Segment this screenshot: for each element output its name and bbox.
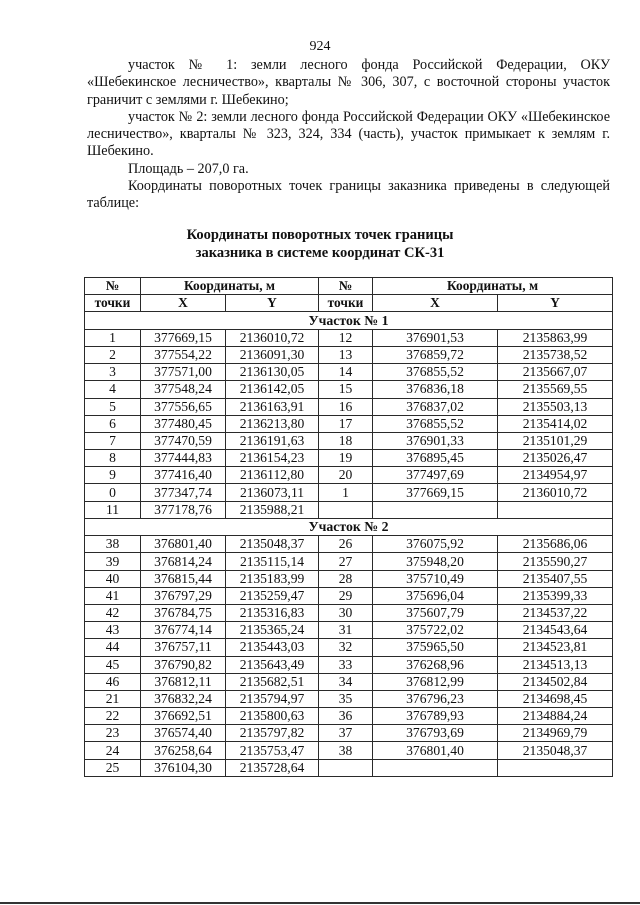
cell-x-left: 377347,74 [141,484,226,501]
table-caption [0,227,640,262]
cell-y-left: 2136163,91 [226,398,319,415]
cell-num-right: 35 [319,690,373,707]
cell-num-right: 18 [319,432,373,449]
table-row [85,364,613,381]
cell-x-left: 376574,40 [141,725,226,742]
cell-x-right [373,759,498,776]
cell-y-right: 2135569,55 [498,381,613,398]
cell-x-left: 376814,24 [141,553,226,570]
table-row [85,553,613,570]
table-row [85,329,613,346]
cell-y-left: 2135753,47 [226,742,319,759]
header-coords-right: Координаты, м [373,278,613,295]
cell-num-right: 27 [319,553,373,570]
cell-x-left: 376812,11 [141,673,226,690]
cell-y-right: 2135399,33 [498,587,613,604]
cell-y-left: 2135800,63 [226,708,319,725]
cell-x-left: 377178,76 [141,501,226,518]
cell-x-right: 376836,18 [373,381,498,398]
section-title: Участок № 2 [85,518,613,535]
cell-x-left: 377554,22 [141,346,226,363]
table-row [85,708,613,725]
table-row [85,467,613,484]
header-point-number-right: № [319,278,373,295]
cell-x-right: 375607,79 [373,604,498,621]
cell-num-left: 9 [85,467,141,484]
cell-y-right [498,759,613,776]
cell-x-left: 377556,65 [141,398,226,415]
cell-num-right [319,759,373,776]
cell-num-right: 37 [319,725,373,742]
cell-num-left: 45 [85,656,141,673]
cell-num-right: 17 [319,415,373,432]
cell-num-left: 39 [85,553,141,570]
cell-y-right: 2135667,07 [498,364,613,381]
cell-x-left: 377548,24 [141,381,226,398]
cell-y-left: 2135794,97 [226,690,319,707]
header-x-right: X [373,295,498,312]
cell-num-left: 2 [85,346,141,363]
table-row [85,673,613,690]
cell-y-right [498,501,613,518]
cell-num-right: 34 [319,673,373,690]
cell-num-left: 1 [85,329,141,346]
coordinates-table [84,277,613,777]
cell-num-left: 0 [85,484,141,501]
cell-y-right: 2135590,27 [498,553,613,570]
cell-x-right: 375722,02 [373,622,498,639]
cell-num-left: 43 [85,622,141,639]
cell-y-left: 2135682,51 [226,673,319,690]
table-row [85,398,613,415]
cell-y-right: 2135503,13 [498,398,613,415]
cell-y-right: 2135026,47 [498,450,613,467]
cell-y-left: 2135728,64 [226,759,319,776]
table-row [85,690,613,707]
cell-y-left: 2136142,05 [226,381,319,398]
cell-x-left: 376774,14 [141,622,226,639]
table-row [85,570,613,587]
cell-x-right: 377497,69 [373,467,498,484]
cell-y-left: 2136191,63 [226,432,319,449]
cell-num-right: 1 [319,484,373,501]
cell-x-left: 376815,44 [141,570,226,587]
table-row [85,501,613,518]
table-row [85,484,613,501]
paragraph-plot-1: участок № 1: земли лесного фонда Российской Федерации, ОКУ «Шебекинское лесничество», кварталы № 306, 307, с восточной стороны участок граничит с землями г. Шебекино; [87,57,610,108]
header-point-label-left: точки [85,295,141,312]
table-row [85,759,613,776]
page-number: 924 [309,39,331,54]
cell-y-right: 2134954,97 [498,467,613,484]
table-row [85,604,613,621]
cell-y-right: 2136010,72 [498,484,613,501]
cell-x-right: 376812,99 [373,673,498,690]
cell-num-right: 30 [319,604,373,621]
cell-y-right: 2134537,22 [498,604,613,621]
cell-y-right: 2134502,84 [498,673,613,690]
cell-x-right: 376901,53 [373,329,498,346]
cell-x-right: 375696,04 [373,587,498,604]
cell-x-left: 377444,83 [141,450,226,467]
section-title: Участок № 1 [85,312,613,329]
cell-y-left: 2136213,80 [226,415,319,432]
cell-y-left: 2136010,72 [226,329,319,346]
cell-y-left: 2135643,49 [226,656,319,673]
cell-x-right: 376837,02 [373,398,498,415]
cell-y-right: 2135048,37 [498,742,613,759]
paragraph-table-intro: Координаты поворотных точек границы заказника приведены в следующей таблице: [87,178,610,212]
cell-num-left: 8 [85,450,141,467]
cell-num-right: 28 [319,570,373,587]
cell-y-left: 2136091,30 [226,346,319,363]
section-row [85,518,613,535]
header-y-right: Y [498,295,613,312]
cell-y-left: 2135443,03 [226,639,319,656]
table-row [85,450,613,467]
body-text [87,57,610,213]
cell-y-right: 2134698,45 [498,690,613,707]
table-row [85,622,613,639]
cell-num-left: 21 [85,690,141,707]
cell-num-left: 6 [85,415,141,432]
cell-x-right: 376268,96 [373,656,498,673]
cell-x-right: 375965,50 [373,639,498,656]
cell-num-left: 23 [85,725,141,742]
cell-x-left: 377416,40 [141,467,226,484]
cell-y-right: 2134513,13 [498,656,613,673]
cell-y-right: 2135738,52 [498,346,613,363]
cell-num-left: 44 [85,639,141,656]
cell-num-left: 24 [85,742,141,759]
cell-num-left: 25 [85,759,141,776]
cell-x-right: 376855,52 [373,415,498,432]
table-row [85,656,613,673]
cell-x-right: 375948,20 [373,553,498,570]
table-row [85,536,613,553]
cell-x-right: 375710,49 [373,570,498,587]
cell-y-right: 2134523,81 [498,639,613,656]
table-row [85,742,613,759]
cell-num-right: 14 [319,364,373,381]
cell-y-right: 2135414,02 [498,415,613,432]
cell-y-left: 2136130,05 [226,364,319,381]
cell-x-left: 376784,75 [141,604,226,621]
cell-y-left: 2135259,47 [226,587,319,604]
cell-x-left: 376797,29 [141,587,226,604]
cell-num-right: 26 [319,536,373,553]
paragraph-plot-2: участок № 2: земли лесного фонда Российской Федерации ОКУ «Шебекинское лесничество», кварталы № 323, 324, 334 (часть), участок примыкает к землям г. Шебекино. [87,108,610,160]
cell-num-left: 42 [85,604,141,621]
cell-x-right: 376793,69 [373,725,498,742]
cell-x-left: 376757,11 [141,639,226,656]
cell-x-left: 376832,24 [141,690,226,707]
cell-num-right: 38 [319,742,373,759]
cell-x-right: 376801,40 [373,742,498,759]
cell-x-right: 376789,93 [373,708,498,725]
cell-num-right [319,501,373,518]
table-body [85,312,613,776]
cell-x-right: 377669,15 [373,484,498,501]
cell-y-right: 2135101,29 [498,432,613,449]
table-header [85,278,613,312]
cell-y-left: 2136073,11 [226,484,319,501]
cell-y-left: 2135797,82 [226,725,319,742]
cell-x-left: 376790,82 [141,656,226,673]
cell-x-right: 376859,72 [373,346,498,363]
cell-num-left: 3 [85,364,141,381]
header-point-number-left: № [85,278,141,295]
cell-num-right: 36 [319,708,373,725]
cell-x-left: 376692,51 [141,708,226,725]
cell-y-left: 2135048,37 [226,536,319,553]
cell-num-right: 20 [319,467,373,484]
cell-x-right: 376075,92 [373,536,498,553]
cell-y-left: 2135365,24 [226,622,319,639]
header-x-left: X [141,295,226,312]
header-point-label-right: точки [319,295,373,312]
cell-y-right: 2134969,79 [498,725,613,742]
table-row [85,587,613,604]
cell-x-left: 376104,30 [141,759,226,776]
cell-num-left: 41 [85,587,141,604]
cell-x-right: 376855,52 [373,364,498,381]
header-y-left: Y [226,295,319,312]
cell-num-left: 46 [85,673,141,690]
table-row [85,381,613,398]
cell-y-right: 2135686,06 [498,536,613,553]
cell-y-left: 2135115,14 [226,553,319,570]
cell-num-right: 16 [319,398,373,415]
cell-y-left: 2135183,99 [226,570,319,587]
cell-num-right: 33 [319,656,373,673]
paragraph-area: Площадь – 207,0 га. [128,160,249,177]
cell-num-right: 13 [319,346,373,363]
cell-num-left: 40 [85,570,141,587]
cell-x-right: 376901,33 [373,432,498,449]
cell-num-right: 19 [319,450,373,467]
cell-num-right: 31 [319,622,373,639]
cell-y-right: 2134884,24 [498,708,613,725]
table-row [85,639,613,656]
cell-y-left: 2136154,23 [226,450,319,467]
cell-num-right: 32 [319,639,373,656]
scan-edge-line [0,902,640,904]
cell-num-right: 15 [319,381,373,398]
cell-y-right: 2134543,64 [498,622,613,639]
cell-num-left: 38 [85,536,141,553]
cell-num-right: 12 [319,329,373,346]
cell-x-right [373,501,498,518]
table-row [85,725,613,742]
cell-y-right: 2135407,55 [498,570,613,587]
cell-x-left: 377480,45 [141,415,226,432]
table-row [85,415,613,432]
cell-x-right: 376895,45 [373,450,498,467]
cell-y-left: 2136112,80 [226,467,319,484]
cell-x-right: 376796,23 [373,690,498,707]
cell-x-left: 377571,00 [141,364,226,381]
section-row [85,312,613,329]
table-row [85,432,613,449]
cell-x-left: 377470,59 [141,432,226,449]
cell-num-left: 11 [85,501,141,518]
cell-num-left: 5 [85,398,141,415]
table-caption-line-2: заказника в системе координат СК-31 [195,244,445,261]
table-caption-line-1: Координаты поворотных точек границы [186,227,454,243]
cell-y-left: 2135988,21 [226,501,319,518]
cell-x-left: 377669,15 [141,329,226,346]
cell-y-right: 2135863,99 [498,329,613,346]
table-row [85,346,613,363]
header-coords-left: Координаты, м [141,278,319,295]
cell-num-left: 4 [85,381,141,398]
cell-x-left: 376258,64 [141,742,226,759]
cell-num-left: 7 [85,432,141,449]
cell-num-right: 29 [319,587,373,604]
cell-y-left: 2135316,83 [226,604,319,621]
cell-x-left: 376801,40 [141,536,226,553]
cell-num-left: 22 [85,708,141,725]
